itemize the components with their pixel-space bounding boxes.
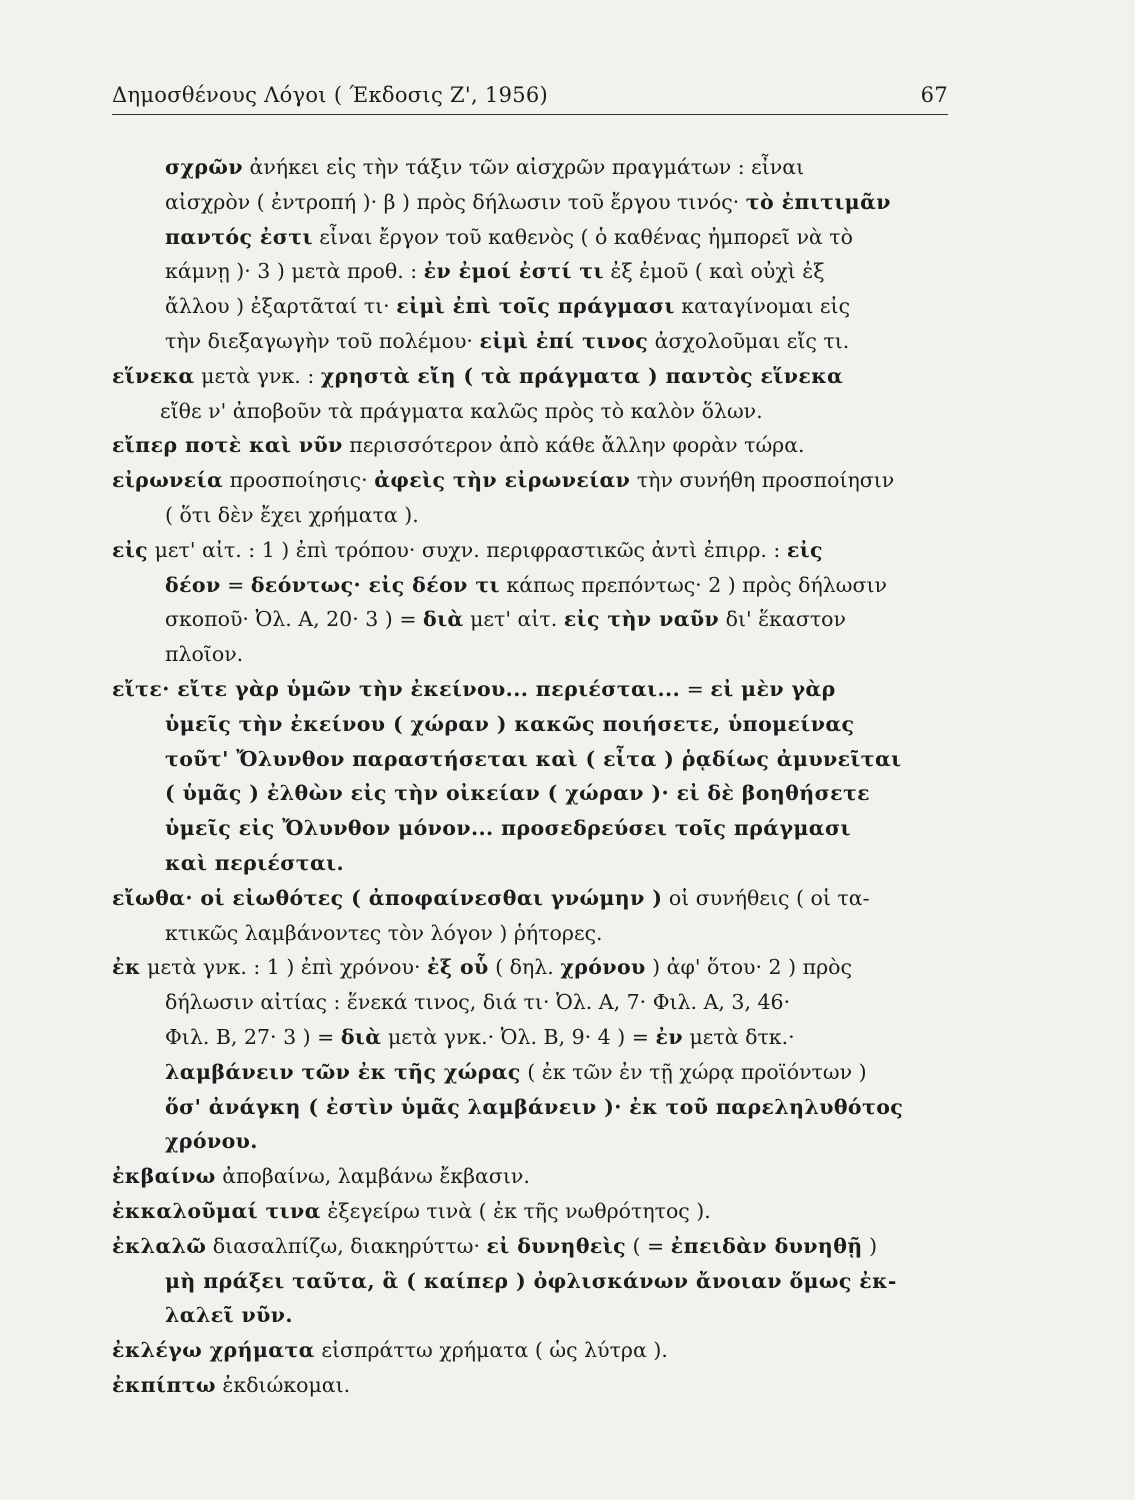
gloss-text: ἀσχολοῦμαι εἴς τι.	[648, 328, 850, 353]
lemma-text: εἵνεκα	[112, 363, 195, 388]
gloss-text: κτικῶς λαμβάνοντες τὸν λόγον ) ῥήτορες.	[165, 920, 603, 945]
gloss-text: ( ὅτι δὲν ἔχει χρήματα ).	[165, 502, 419, 527]
lemma-text: ἐκ	[112, 955, 141, 980]
lemma-text: ἐκβαίνω	[112, 1164, 216, 1189]
lemma-text: ἐν ἐμοί ἐστί τι	[423, 259, 604, 284]
gloss-text: ἐξ ἐμοῦ ( καὶ οὐχὶ ἐξ	[603, 259, 825, 284]
gloss-text: =	[680, 676, 711, 701]
text-line	[112, 1159, 950, 1194]
lemma-text: λαμβάνειν τῶν ἐκ τῆς χώρας	[165, 1059, 521, 1084]
gloss-text: μετὰ δτκ.·	[682, 1024, 795, 1049]
gloss-text: ἀποβαίνω, λαμβάνω ἔκβασιν.	[215, 1164, 530, 1189]
text-line	[112, 185, 950, 220]
gloss-text: μετὰ γνκ. :	[194, 363, 321, 388]
gloss-text: σκοποῦ· Ὀλ. Α, 20· 3 ) =	[165, 607, 424, 632]
gloss-text: ( ἐκ τῶν ἐν τῇ χώρᾳ προϊόντων )	[520, 1059, 867, 1084]
lemma-text: εἰς τὴν ναῦν	[563, 607, 720, 632]
gloss-text: οἱ συνήθεις ( οἱ τα-	[662, 885, 870, 910]
gloss-text: μετ' αἰτ.	[463, 607, 564, 632]
text-line	[112, 1020, 950, 1055]
lemma-text: ὅσ' ἀνάγκη ( ἐστὶν ὑμᾶς λαμβάνειν )· ἐκ τοῦ παρεληλυθότος	[165, 1094, 904, 1119]
lemma-text: ὑμεῖς εἰς Ὄλυνθον μόνον... προσεδρεύσει τοῖς πράγμασι	[165, 816, 851, 841]
glossary-text	[112, 150, 950, 1403]
lemma-text: ἐκκαλοῦμαί τινα	[112, 1198, 321, 1223]
lemma-text: ἐκλαλῶ	[112, 1233, 207, 1258]
lemma-text: ἀφεὶς τὴν εἰρωνείαν	[374, 468, 631, 493]
text-line	[112, 1090, 950, 1125]
running-header	[112, 80, 948, 115]
lemma-text: ἐξ οὗ	[427, 955, 489, 980]
text-line	[112, 1124, 950, 1159]
lemma-text: δεόντως· εἰς δέον τι	[250, 572, 500, 597]
lemma-text: εἴπερ ποτὲ καὶ νῦν	[112, 433, 343, 458]
text-line	[112, 916, 950, 951]
gloss-text: δι' ἕκαστον	[719, 607, 846, 632]
lemma-text: διὰ	[423, 607, 464, 632]
gloss-text: εἴθε ν' ἀποβοῦν τὰ πράγματα καλῶς πρὸς τὸ καλὸν ὅλων.	[160, 398, 763, 423]
text-line	[112, 950, 950, 985]
text-line	[112, 776, 950, 811]
gloss-text: =	[220, 572, 251, 597]
gloss-text: εἶναι ἔργον τοῦ καθενὸς ( ὁ καθένας ἠμπορεῖ νὰ τὸ	[312, 224, 853, 249]
gloss-text: ( =	[625, 1233, 671, 1258]
lemma-text: εἰς	[112, 537, 149, 562]
lemma-text: ( ὑμᾶς ) ἐλθὼν εἰς τὴν οἰκείαν ( χώραν )· εἰ δὲ βοηθήσετε	[165, 781, 870, 806]
text-line	[112, 1333, 950, 1368]
lemma-text: εἰρωνεία	[112, 468, 224, 493]
gloss-text: καταγίνομαι εἰς	[674, 294, 851, 319]
text-line	[112, 742, 950, 777]
gloss-text: κάπως πρεπόντως· 2 ) πρὸς δήλωσιν	[499, 572, 887, 597]
gloss-text: τὴν διεξαγωγὴν τοῦ πολέμου·	[165, 328, 480, 353]
lemma-text: χρόνου.	[165, 1129, 258, 1154]
lemma-text: σχρῶν	[165, 155, 243, 179]
gloss-text: προσποίησις·	[223, 468, 375, 493]
lemma-text: εἰ δυνηθεὶς	[486, 1233, 626, 1258]
text-line	[112, 846, 950, 881]
lemma-text: ἐκλέγω χρήματα	[112, 1338, 315, 1363]
text-line	[112, 1368, 950, 1403]
lemma-text: χρόνου	[560, 955, 646, 980]
text-line	[112, 359, 950, 394]
text-line	[112, 394, 950, 429]
lemma-text: εἰς	[786, 537, 823, 562]
gloss-text: μετὰ γνκ.· Ὀλ. Β, 9· 4 ) =	[381, 1024, 656, 1049]
gloss-text: πλοῖον.	[165, 642, 244, 667]
text-line	[112, 1298, 950, 1333]
text-line	[112, 602, 950, 637]
lemma-text: εἰμὶ ἐπί τινος	[479, 328, 649, 353]
gloss-text: αἰσχρὸν ( ἐντροπή )· β ) πρὸς δήλωσιν τοῦ ἔργου τινός·	[165, 189, 746, 214]
lemma-text: δέον	[165, 572, 221, 597]
text-line	[112, 1194, 950, 1229]
gloss-text: τὴν συνήθη προσποίησιν	[630, 468, 895, 493]
gloss-text: μετ' αἰτ. : 1 ) ἐπὶ τρόπου· συχν. περιφραστικῶς ἀντὶ ἐπιρρ. :	[148, 537, 787, 562]
gloss-text: ( δηλ.	[488, 955, 561, 980]
gloss-text: ) ἀφ' ὅτου· 2 ) πρὸς	[645, 955, 852, 980]
text-line	[112, 533, 950, 568]
gloss-text: Φιλ. Β, 27· 3 ) =	[165, 1024, 341, 1049]
text-line	[112, 568, 950, 603]
text-line	[112, 220, 950, 255]
lemma-text: ἐκπίπτω	[112, 1372, 216, 1397]
gloss-text: κάμνῃ )· 3 ) μετὰ προθ. :	[165, 259, 424, 284]
page-number: 67	[920, 83, 948, 107]
lemma-text: λαλεῖ νῦν.	[165, 1303, 293, 1328]
lemma-text: διὰ	[340, 1024, 382, 1049]
gloss-text: ἀνήκει εἰς τὴν τάξιν τῶν αἰσχρῶν πραγμάτων : εἶναι	[242, 155, 805, 179]
text-line	[112, 1229, 950, 1264]
gloss-text: διασαλπίζω, διακηρύττω·	[206, 1233, 487, 1258]
text-line	[112, 150, 950, 185]
text-line	[112, 1055, 950, 1090]
lemma-text: εἰ μὲν γὰρ	[710, 676, 836, 701]
gloss-text: ἐξεγείρω τινὰ ( ἐκ τῆς νωθρότητος ).	[320, 1198, 711, 1223]
text-line	[112, 637, 950, 672]
lemma-text: παντός ἐστι	[165, 224, 313, 249]
text-line	[112, 811, 950, 846]
text-line	[112, 985, 950, 1020]
gloss-text: ἐκδιώκομαι.	[215, 1372, 351, 1397]
lemma-text: ὑμεῖς τὴν ἐκείνου ( χώραν ) κακῶς ποιήσετε, ὑπομείνας	[165, 711, 855, 736]
text-line	[112, 1264, 950, 1299]
lemma-text: εἰμὶ ἐπὶ τοῖς πράγμασι	[396, 294, 675, 319]
gloss-text: μετὰ γνκ. : 1 ) ἐπὶ χρόνου·	[140, 955, 427, 980]
gloss-text: )	[862, 1233, 878, 1258]
text-line	[112, 463, 950, 498]
gloss-text: περισσότερον ἀπὸ κάθε ἄλλην φορὰν τώρα.	[342, 433, 805, 458]
lemma-text: χρηστὰ εἴη ( τὰ πράγματα ) παντὸς εἵνεκα	[320, 363, 844, 388]
gloss-text: ἄλλου ) ἐξαρτᾶταί τι·	[165, 294, 397, 319]
text-line	[112, 324, 950, 359]
text-line	[112, 428, 950, 463]
text-line	[112, 707, 950, 742]
lemma-text: εἴτε· εἴτε γὰρ ὑμῶν τὴν ἐκείνου... περιέσται...	[112, 676, 681, 701]
gloss-text: δήλωσιν αἰτίας : ἕνεκά τινος, διά τι· Ὀλ. Α, 7· Φιλ. Α, 3, 46·	[165, 990, 791, 1015]
text-line	[112, 254, 950, 289]
gloss-text: εἰσπράττω χρήματα ( ὡς λύτρα ).	[314, 1338, 668, 1363]
lemma-text: τὸ ἐπιτιμᾶν	[745, 189, 891, 214]
lemma-text: μὴ πράξει ταῦτα, ἃ ( καίπερ ) ὀφλισκάνων ἄνοιαν ὅμως ἐκ-	[165, 1268, 897, 1293]
lemma-text: καὶ περιέσται.	[165, 850, 345, 875]
text-line	[112, 672, 950, 707]
lemma-text: εἴωθα· οἱ εἰωθότες ( ἀποφαίνεσθαι γνώμην )	[112, 885, 663, 910]
lemma-text: ἐπειδὰν δυνηθῇ	[670, 1233, 863, 1258]
lemma-text: ἐν	[655, 1024, 683, 1049]
header-title: Δημοσθένους Λόγοι ( Έκδοσις Ζ', 1956)	[112, 83, 549, 107]
lemma-text: τοῦτ' Ὄλυνθον παραστήσεται καὶ ( εἶτα ) ῥᾳδίως ἀμυνεῖται	[165, 746, 902, 771]
text-line	[112, 289, 950, 324]
text-line	[112, 498, 950, 533]
text-line	[112, 881, 950, 916]
